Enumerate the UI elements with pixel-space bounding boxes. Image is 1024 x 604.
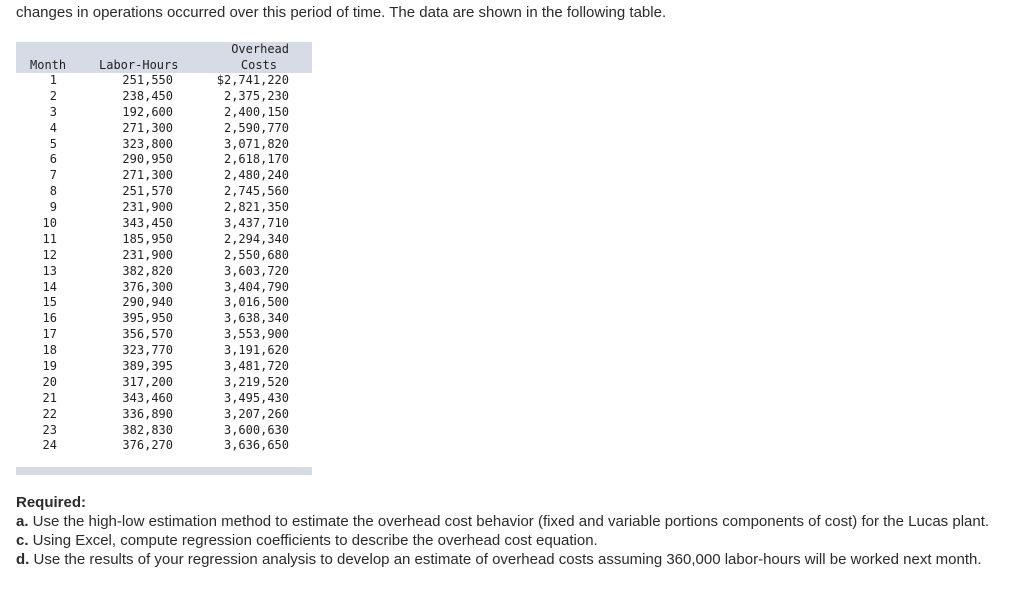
cell-month: 1 xyxy=(49,73,57,87)
cell-labor-hours: 317,200 xyxy=(122,374,173,389)
cell-overhead: 3,603,720 xyxy=(223,263,289,278)
cell-overhead: 2,294,340 xyxy=(223,231,289,246)
cell-labor-hours: 251,570 xyxy=(122,184,173,199)
table-header xyxy=(16,42,312,73)
table-row xyxy=(16,327,312,343)
cell-month: 12 xyxy=(42,247,57,262)
cell-labor-hours: 343,450 xyxy=(122,216,173,231)
cell-month: 11 xyxy=(42,231,57,246)
cell-labor-hours: 271,300 xyxy=(122,120,173,135)
cell-month: 3 xyxy=(49,104,57,119)
cell-month: 5 xyxy=(49,136,57,151)
table-body xyxy=(16,73,312,454)
table-row xyxy=(16,343,312,359)
table-row xyxy=(16,391,312,407)
cell-month: 4 xyxy=(49,120,57,135)
cell-month: 22 xyxy=(42,406,57,421)
data-table xyxy=(16,42,312,475)
cell-overhead: 2,375,230 xyxy=(223,88,289,103)
cell-labor-hours: 323,770 xyxy=(122,343,173,358)
cell-overhead: 2,745,560 xyxy=(223,184,289,199)
table-row xyxy=(16,232,312,248)
table-row xyxy=(16,438,312,454)
cell-month: 20 xyxy=(42,374,57,389)
cell-labor-hours: 382,830 xyxy=(122,422,173,437)
cell-overhead: 3,437,710 xyxy=(223,216,289,231)
cell-overhead: 2,480,240 xyxy=(223,168,289,183)
table-row xyxy=(16,168,312,184)
table-row xyxy=(16,423,312,439)
table-row xyxy=(16,359,312,375)
cell-labor-hours: 343,460 xyxy=(122,390,173,405)
cell-month: 15 xyxy=(42,295,57,310)
required-item-d: d. Use the results of your regression analysis to develop an estimate of overhead costs assuming 360,000 labor-hours will be worked next month. xyxy=(16,551,982,568)
cell-overhead: 3,207,260 xyxy=(223,406,289,421)
cell-labor-hours: 389,395 xyxy=(122,359,173,374)
cell-overhead: 2,550,680 xyxy=(223,247,289,262)
intro-text: changes in operations occurred over this period of time. The data are shown in the following table. xyxy=(16,4,667,21)
cell-labor-hours: 238,450 xyxy=(122,88,173,103)
cell-month: 14 xyxy=(42,279,57,294)
cell-labor-hours: 271,300 xyxy=(122,168,173,183)
cell-month: 24 xyxy=(42,438,57,453)
table-row xyxy=(16,73,312,89)
table-row xyxy=(16,121,312,137)
cell-labor-hours: 231,900 xyxy=(122,200,173,215)
cell-overhead: 2,618,170 xyxy=(223,152,289,167)
required-item-a: a. Use the high-low estimation method to estimate the overhead cost behavior (fixed and variable portions components of cost) for the Lucas plant. xyxy=(16,513,990,530)
cell-overhead: 2,821,350 xyxy=(223,200,289,215)
cell-labor-hours: 290,950 xyxy=(122,152,173,167)
table-row xyxy=(16,216,312,232)
table-row xyxy=(16,89,312,105)
cell-labor-hours: 336,890 xyxy=(122,406,173,421)
cell-month: 10 xyxy=(42,216,57,231)
header-month: Month xyxy=(30,58,67,72)
cell-labor-hours: 395,950 xyxy=(122,311,173,326)
table-row xyxy=(16,311,312,327)
cell-overhead: 3,404,790 xyxy=(223,279,289,294)
cell-labor-hours: 231,900 xyxy=(122,247,173,262)
required-item-c: c. Using Excel, compute regression coefficients to describe the overhead cost equation. xyxy=(16,532,598,549)
table-row xyxy=(16,295,312,311)
cell-overhead: 3,495,430 xyxy=(223,390,289,405)
cell-overhead: 3,071,820 xyxy=(223,136,289,151)
cell-month: 19 xyxy=(42,359,57,374)
table-row xyxy=(16,184,312,200)
cell-labor-hours: 376,270 xyxy=(122,438,173,453)
cell-month: 6 xyxy=(49,152,57,167)
cell-labor-hours: 376,300 xyxy=(122,279,173,294)
cell-labor-hours: 356,570 xyxy=(122,327,173,342)
cell-month: 16 xyxy=(42,311,57,326)
cell-overhead: 3,553,900 xyxy=(223,327,289,342)
table-row xyxy=(16,152,312,168)
cell-month: 8 xyxy=(49,184,57,199)
cell-labor-hours: 290,940 xyxy=(122,295,173,310)
cell-overhead: 2,400,150 xyxy=(223,104,289,119)
required-section xyxy=(16,493,1016,569)
table-row xyxy=(16,264,312,280)
table-row xyxy=(16,137,312,153)
cell-month: 2 xyxy=(49,88,57,103)
table-row xyxy=(16,375,312,391)
table-row xyxy=(16,407,312,423)
cell-month: 9 xyxy=(49,200,57,215)
header-labor-hours: Labor-Hours xyxy=(99,58,179,72)
cell-overhead: 3,600,630 xyxy=(223,422,289,437)
table-row xyxy=(16,105,312,121)
cell-month: 23 xyxy=(42,422,57,437)
required-heading: Required: xyxy=(16,494,87,511)
cell-overhead: $2,741,220 xyxy=(216,73,289,87)
table-row xyxy=(16,200,312,216)
table-row xyxy=(16,248,312,264)
header-overhead-line1: Overhead xyxy=(231,42,289,56)
cell-overhead: 3,016,500 xyxy=(223,295,289,310)
table-footer-bar xyxy=(16,467,312,475)
cell-overhead: 3,481,720 xyxy=(223,359,289,374)
table-row xyxy=(16,280,312,296)
cell-overhead: 3,638,340 xyxy=(223,311,289,326)
cell-labor-hours: 185,950 xyxy=(122,231,173,246)
cell-labor-hours: 251,550 xyxy=(122,73,173,87)
cell-overhead: 3,219,520 xyxy=(223,374,289,389)
cell-overhead: 3,636,650 xyxy=(223,438,289,453)
cell-overhead: 2,590,770 xyxy=(223,120,289,135)
cell-labor-hours: 382,820 xyxy=(122,263,173,278)
cell-labor-hours: 192,600 xyxy=(122,104,173,119)
cell-labor-hours: 323,800 xyxy=(122,136,173,151)
cell-month: 18 xyxy=(42,343,57,358)
cell-month: 17 xyxy=(42,327,57,342)
cell-month: 13 xyxy=(42,263,57,278)
cell-month: 7 xyxy=(49,168,57,183)
header-overhead-line2: Costs xyxy=(240,58,277,72)
cell-month: 21 xyxy=(42,390,57,405)
cell-overhead: 3,191,620 xyxy=(223,343,289,358)
